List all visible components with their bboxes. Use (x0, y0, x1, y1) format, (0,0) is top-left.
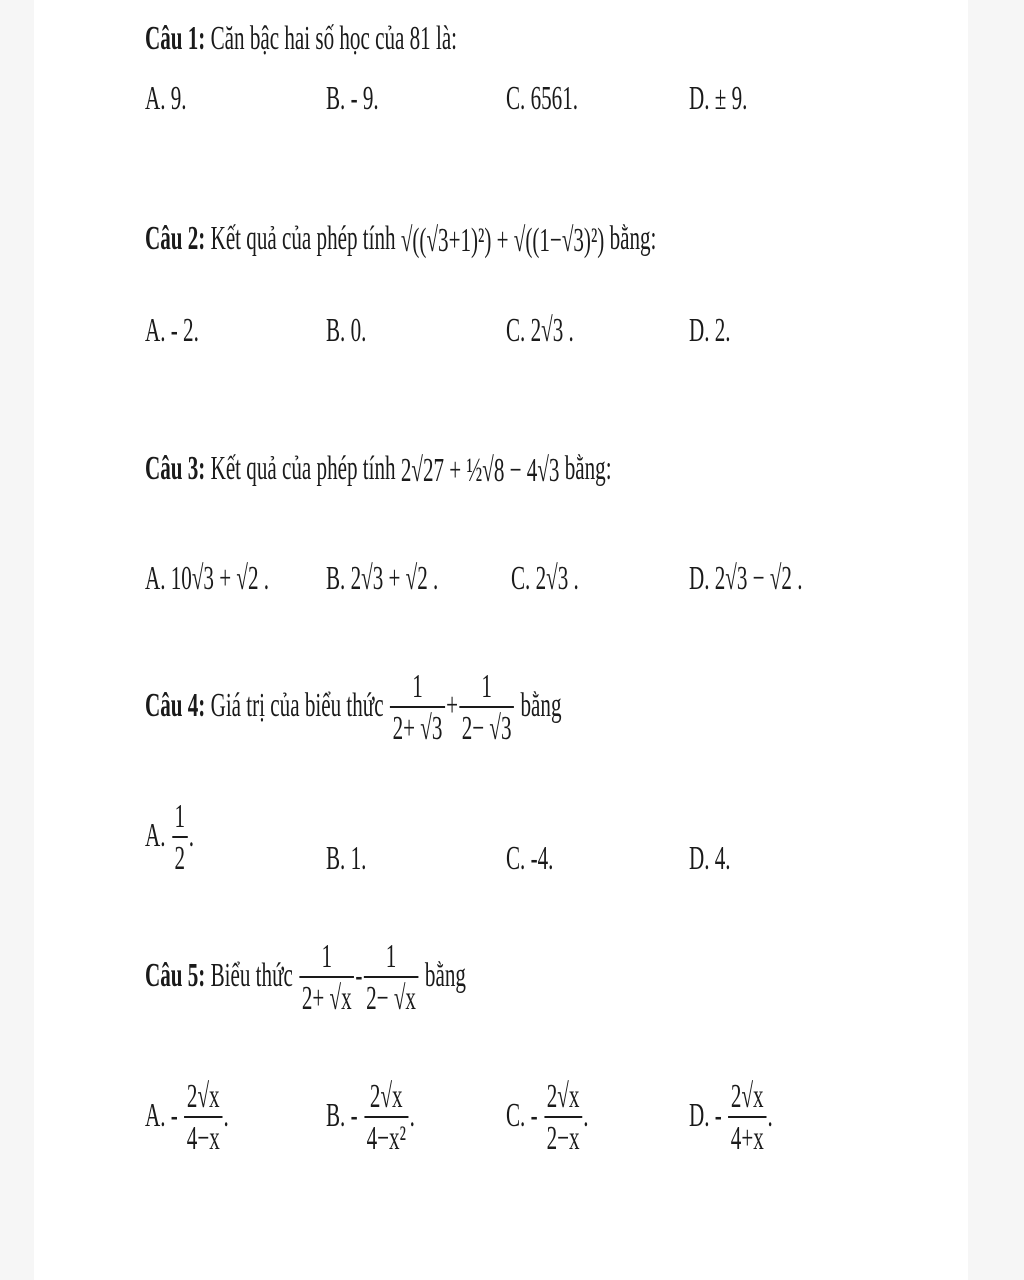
question-2-option-a[interactable]: A. - 2. (145, 312, 199, 349)
question-4-option-a-numerator: 1 (174, 798, 186, 835)
question-4-label: Câu 4: (145, 686, 206, 724)
question-4-fraction-2 (459, 670, 514, 746)
question-2-option-c[interactable]: C. 2√3 . (506, 312, 574, 349)
question-4-fraction-2-numerator: 1 (481, 668, 492, 705)
question-1-option-c[interactable]: C. 6561. (506, 80, 579, 117)
question-5-option-c[interactable] (506, 1080, 589, 1156)
question-5-text: Biểu thức (210, 956, 293, 994)
question-5-option-d-end: . (767, 1096, 773, 1134)
question-3-option-b[interactable]: B. 2√3 + √2 . (326, 560, 439, 597)
question-2-option-b[interactable]: B. 0. (326, 312, 367, 349)
question-5-option-b[interactable] (326, 1080, 415, 1156)
question-5-option-b-fraction (364, 1080, 408, 1156)
question-5-label: Câu 5: (145, 956, 206, 994)
question-4-option-d[interactable]: D. 4. (689, 840, 731, 877)
question-2-label: Câu 2: (145, 220, 206, 257)
question-2-option-d[interactable]: D. 2. (689, 312, 731, 349)
question-5-option-a[interactable] (145, 1080, 229, 1156)
question-3-option-a[interactable]: A. 10√3 + √2 . (145, 560, 270, 597)
question-5-option-c-numerator: 2√x (546, 1078, 580, 1115)
question-3-label: Câu 3: (145, 450, 206, 487)
question-4-option-a-letter: A. (145, 816, 166, 854)
question-1 (145, 22, 457, 56)
question-5-option-c-fraction (544, 1080, 582, 1156)
question-5-fraction-2-denominator: 2− √x (364, 976, 419, 1016)
question-2-text: Kết quả của phép tính (210, 220, 396, 257)
question-3-tail: bằng: (564, 450, 612, 487)
question-5-tail: bằng (424, 956, 466, 994)
question-5-fraction-2-numerator: 1 (385, 938, 397, 975)
question-4-option-b[interactable]: B. 1. (326, 840, 367, 877)
question-1-option-d[interactable]: D. ± 9. (689, 80, 748, 117)
question-4-option-a[interactable]: A. $\frac{1}{2}$ . (145, 798, 195, 877)
question-5-option-a-denominator: 4−x (184, 1116, 222, 1156)
question-5-option-a-letter: A. - (145, 1096, 178, 1134)
question-3-text: Kết quả của phép tính (210, 450, 396, 487)
question-1-option-a[interactable]: A. 9. (145, 80, 187, 117)
question-2-tail: bằng: (609, 220, 657, 257)
question-4: Câu 4: Giá trị của biểu thức $\frac{1}{2+ √3}$ + $\frac{1}{2- √3}$ bằng (145, 668, 562, 747)
document-page (34, 0, 968, 1280)
question-5-fraction-2 (364, 940, 419, 1016)
question-5-fraction-1-denominator: 2+ √x (299, 976, 354, 1016)
question-3-option-d[interactable]: D. 2√3 − √2 . (689, 560, 803, 597)
question-5-option-b-numerator: 2√x (369, 1078, 403, 1115)
question-4-fraction-1-denominator: 2+ √3 (390, 706, 445, 746)
question-1-label: Câu 1: (145, 20, 206, 57)
question-4-option-a-denominator: 2 (172, 836, 188, 876)
question-5-option-b-letter: B. - (326, 1096, 358, 1134)
question-4-fraction-2-denominator: 2− √3 (459, 706, 514, 746)
question-1-option-b[interactable]: B. - 9. (326, 80, 379, 117)
question-5-option-b-end: . (409, 1096, 415, 1134)
question-5: Câu 5: Biểu thức $\frac{1}{2+ √x}$ - $\frac{1}{2- √x}$ bằng (145, 938, 466, 1017)
question-4-fraction-1-numerator: 1 (412, 668, 423, 705)
question-1-text: Căn bậc hai số học của 81 là: (210, 20, 458, 57)
question-4-option-c[interactable]: C. -4. (506, 840, 554, 877)
question-5-option-d-fraction (728, 1080, 766, 1156)
question-4-text: Giá trị của biểu thức (210, 686, 384, 724)
question-5-fraction-1 (299, 940, 354, 1016)
question-4-tail: bằng (520, 686, 562, 724)
question-5-option-d-numerator: 2√x (730, 1078, 764, 1115)
question-5-option-c-letter: C. - (506, 1096, 538, 1134)
question-5-fraction-1-numerator: 1 (321, 938, 333, 975)
question-5-option-c-end: . (583, 1096, 589, 1134)
question-5-option-c-denominator: 2−x (544, 1116, 582, 1156)
question-5-option-d-letter: D. - (689, 1096, 722, 1134)
question-3-option-c[interactable]: C. 2√3 . (511, 560, 579, 597)
question-4-fraction-1 (390, 670, 445, 746)
question-3-expression: 2√27 + ½√8 − 4√3 (400, 452, 560, 490)
question-4-option-a-fraction (172, 800, 188, 876)
question-5-option-b-denominator: 4−x² (364, 1116, 408, 1156)
question-2-expression: √((√3+1)²) + √((1−√3)²) (400, 222, 605, 260)
question-3 (145, 452, 612, 488)
question-5-option-d-denominator: 4+x (728, 1116, 766, 1156)
question-5-option-a-fraction (184, 1080, 222, 1156)
question-2 (145, 222, 656, 258)
question-5-option-a-numerator: 2√x (186, 1078, 220, 1115)
question-5-option-d[interactable] (689, 1080, 773, 1156)
question-5-option-a-end: . (223, 1096, 229, 1134)
